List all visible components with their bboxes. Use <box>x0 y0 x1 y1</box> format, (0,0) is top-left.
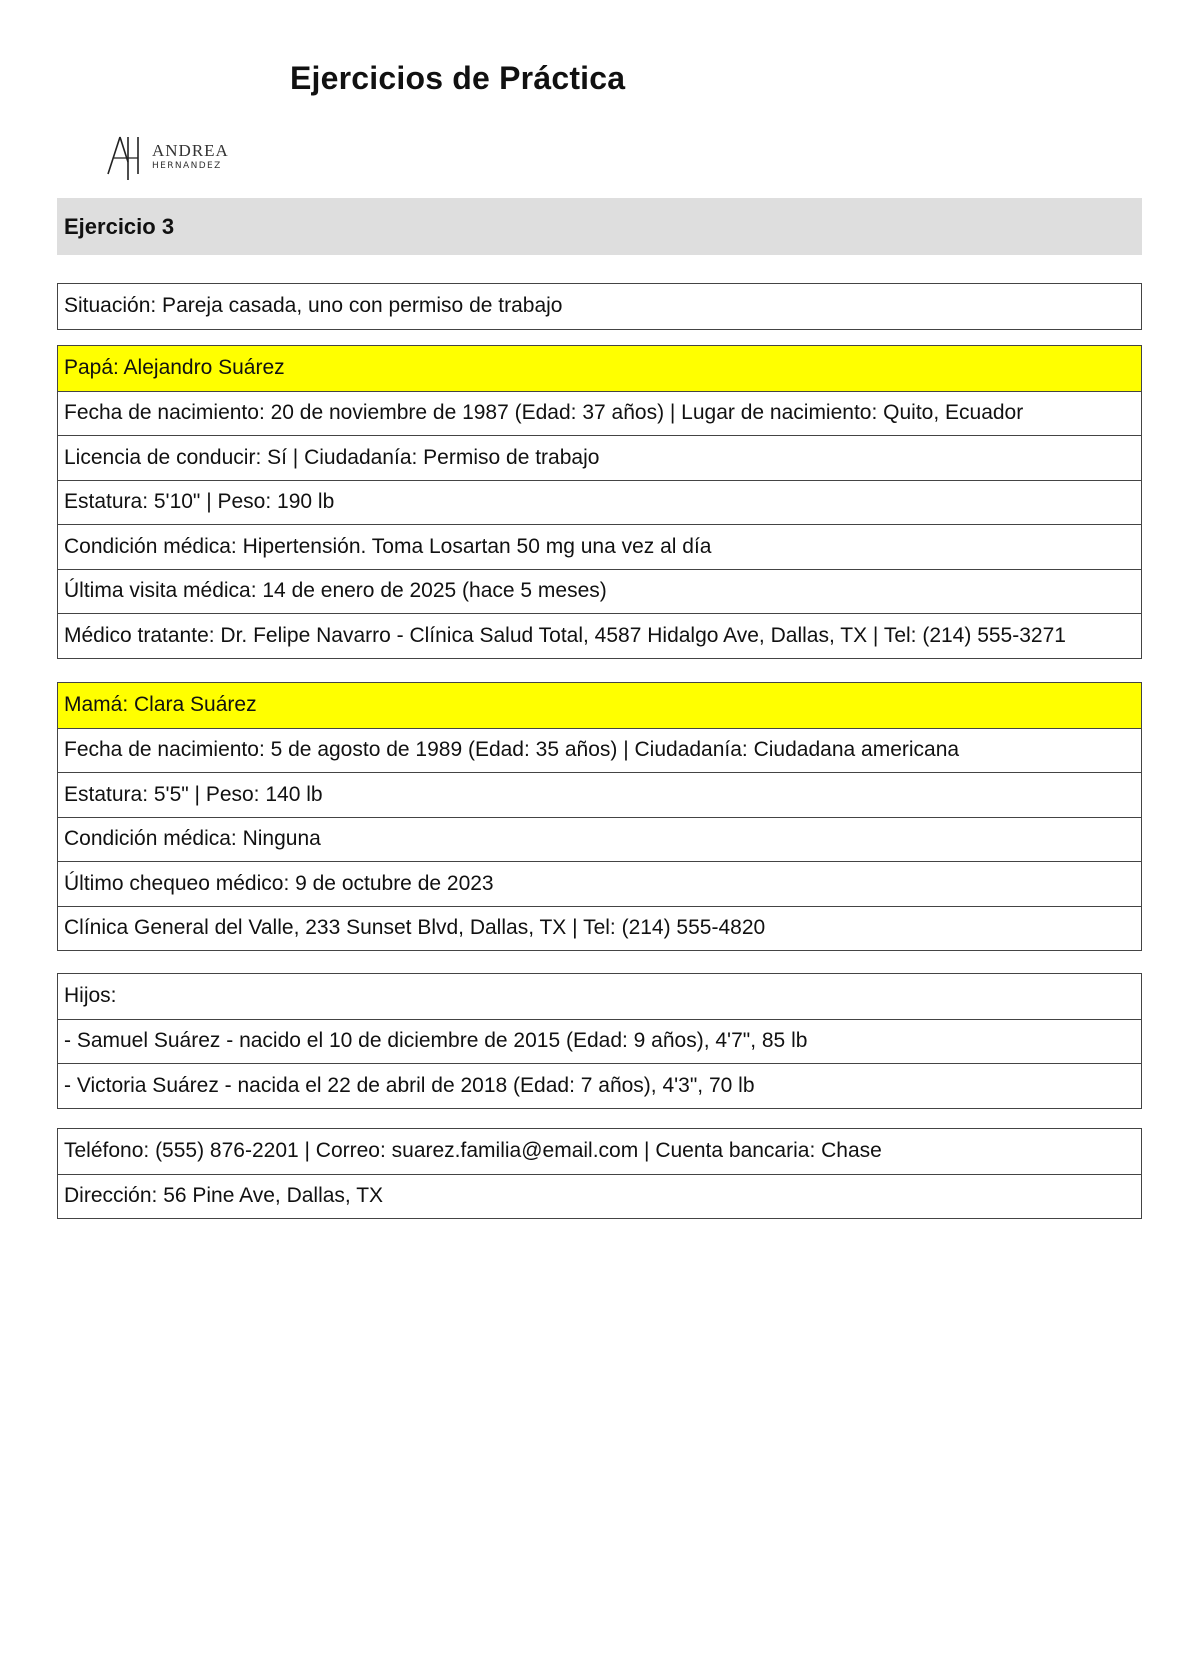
logo-wordmark <box>152 142 229 171</box>
contact-box <box>57 1128 1142 1219</box>
contact-phone-email-bank-row: Teléfono: (555) 876-2201 | Correo: suarez.familia@email.com | Cuenta bancaria: Chase <box>64 1139 882 1163</box>
papa-doctor-row: Médico tratante: Dr. Felipe Navarro - Clínica Salud Total, 4587 Hidalgo Ave, Dallas, TX | Tel: (214) 555-3271 <box>58 613 1141 658</box>
children-label-row: Hijos: <box>64 984 117 1008</box>
mama-height-weight-row: Estatura: 5'5" | Peso: 140 lb <box>58 772 1141 817</box>
page-title: Ejercicios de Práctica <box>290 60 626 96</box>
mama-clinic-row: Clínica General del Valle, 233 Sunset Blvd, Dallas, TX | Tel: (214) 555-4820 <box>58 906 1141 951</box>
papa-height-weight-row: Estatura: 5'10" | Peso: 190 lb <box>58 480 1141 525</box>
children-box <box>57 973 1142 1109</box>
papa-last-visit-row: Última visita médica: 14 de enero de 2025 (hace 5 meses) <box>58 569 1141 614</box>
contact-address-row: Dirección: 56 Pine Ave, Dallas, TX <box>58 1174 1141 1219</box>
mama-medical-row: Condición médica: Ninguna <box>58 817 1141 862</box>
mama-name-row: Mamá: Clara Suárez <box>58 683 1141 728</box>
situation-box <box>57 283 1142 330</box>
papa-birth-row: Fecha de nacimiento: 20 de noviembre de 1987 (Edad: 37 años) | Lugar de nacimiento: Quito, Ecuador <box>58 391 1141 436</box>
situation-row: Situación: Pareja casada, uno con permiso de trabajo <box>64 294 563 318</box>
mama-box <box>57 682 1142 951</box>
mama-birth-row: Fecha de nacimiento: 5 de agosto de 1989 (Edad: 35 años) | Ciudadanía: Ciudadana americana <box>58 728 1141 773</box>
exercise-header: Ejercicio 3 <box>57 198 1142 255</box>
mama-last-checkup-row: Último chequeo médico: 9 de octubre de 2023 <box>58 861 1141 906</box>
logo-last-name: HERNANDEZ <box>152 161 222 171</box>
papa-license-row: Licencia de conducir: Sí | Ciudadanía: Permiso de trabajo <box>58 435 1141 480</box>
child-row: - Victoria Suárez - nacida el 22 de abril de 2018 (Edad: 7 años), 4'3", 70 lb <box>58 1063 1141 1108</box>
child-row: - Samuel Suárez - nacido el 10 de diciembre de 2015 (Edad: 9 años), 4'7", 85 lb <box>58 1019 1141 1064</box>
logo-first-name: ANDREA <box>152 141 229 160</box>
papa-medical-row: Condición médica: Hipertensión. Toma Losartan 50 mg una vez al día <box>58 524 1141 569</box>
andrea-hernandez-logo <box>106 134 236 184</box>
papa-box <box>57 345 1142 659</box>
papa-name-row: Papá: Alejandro Suárez <box>58 346 1141 391</box>
ah-monogram-icon <box>106 134 146 184</box>
